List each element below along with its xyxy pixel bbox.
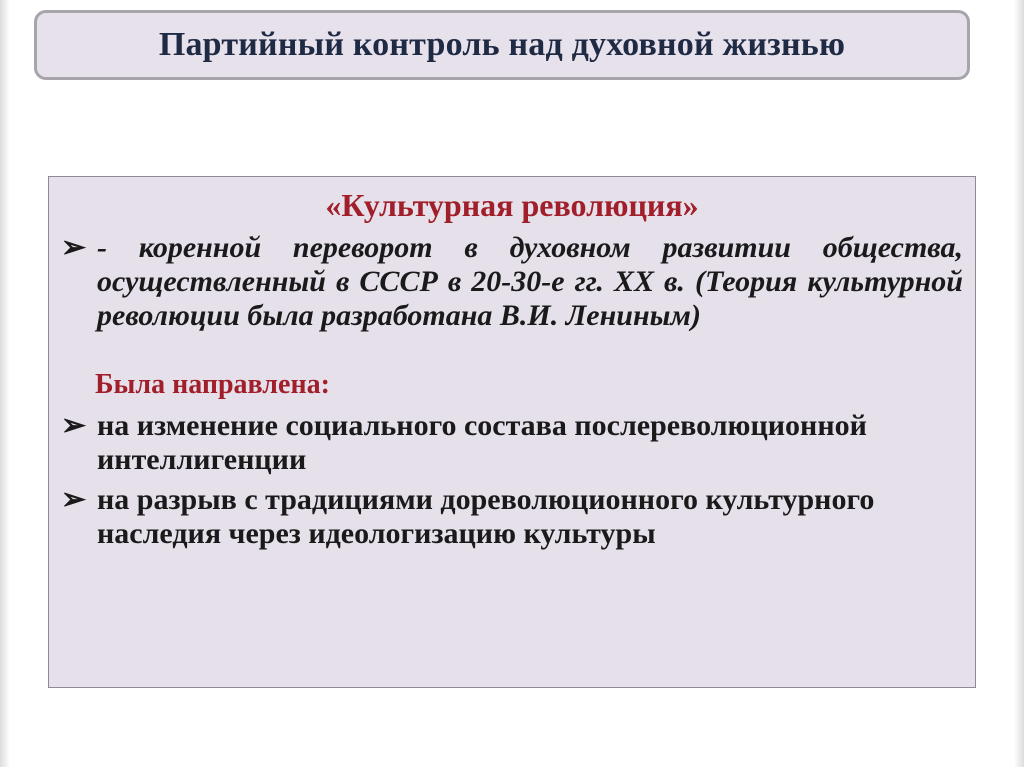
list-item — [61, 483, 963, 551]
slide-title: Партийный контроль над духовной жизнью — [158, 26, 846, 63]
content-box — [48, 176, 976, 688]
definition-bullet — [61, 231, 963, 333]
list-item — [61, 409, 963, 477]
subheading: Была направлена: — [95, 369, 330, 400]
arrow-bullet-icon: ➢ — [61, 231, 87, 264]
title-box — [34, 10, 970, 80]
list-item-text: на разрыв с традициями дореволюционного культурного наследия через идеологизацию культуры — [97, 483, 875, 550]
list-item-text: на изменение социального состава послереволюционной интеллигенции — [97, 409, 867, 476]
arrow-bullet-icon: ➢ — [61, 409, 87, 442]
definition-text: - коренной переворот в духовном развитии общества, осуществленный в СССР в 20-30-е гг. XX в. (Теория культурной революции была разработана В.И. Лениным) — [97, 231, 963, 332]
slide-left-edge — [0, 0, 10, 767]
arrow-bullet-icon: ➢ — [61, 483, 87, 516]
slide-right-edge — [1014, 0, 1024, 767]
section-heading: «Культурная революция» — [325, 187, 699, 223]
